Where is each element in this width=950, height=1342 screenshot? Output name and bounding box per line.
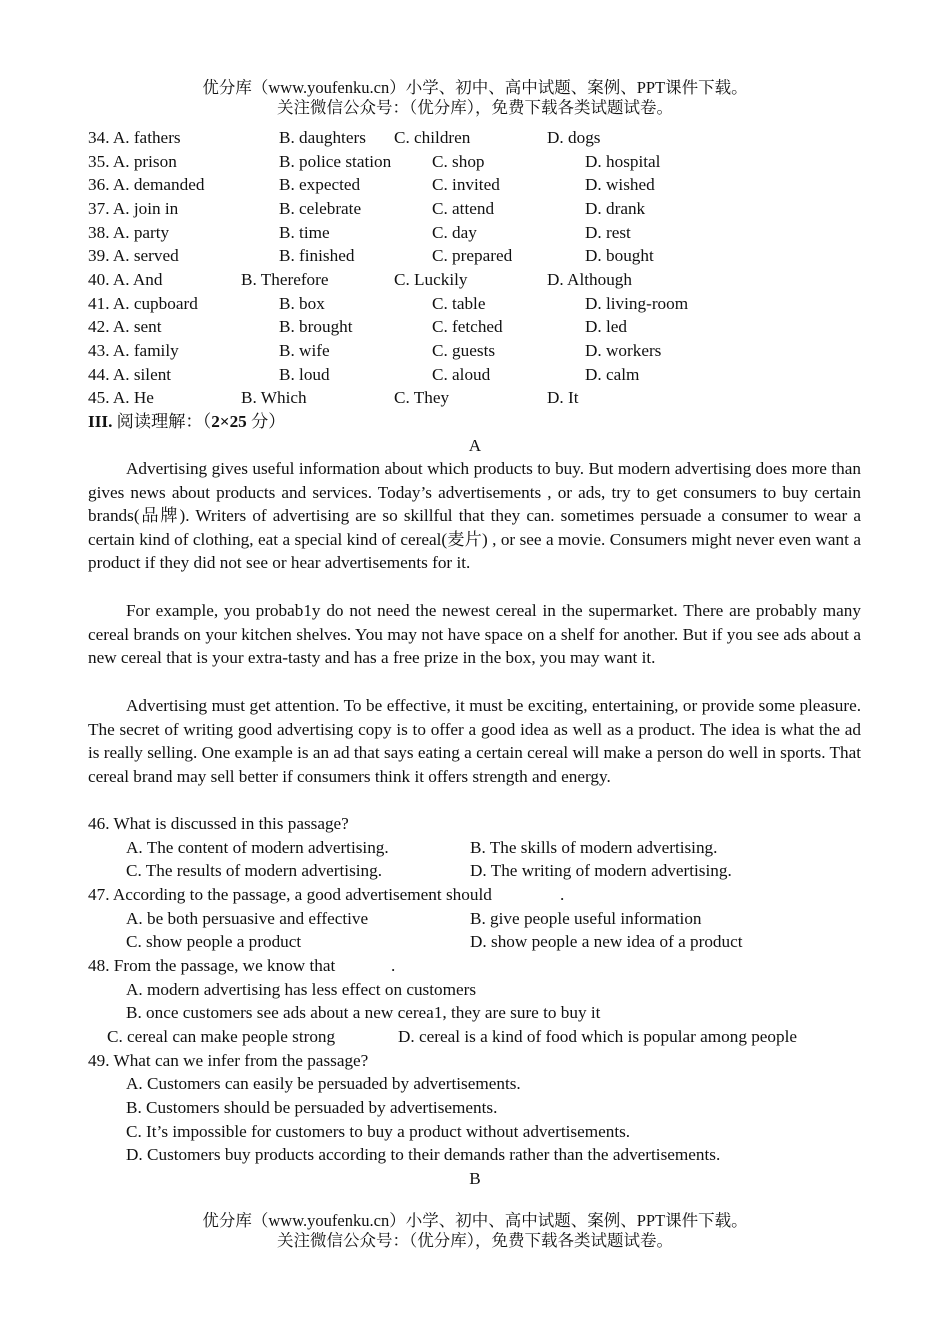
- option-a: 41. A. cupboard: [88, 294, 198, 313]
- question-48-option-c: C. cereal can make people strong: [107, 1027, 336, 1046]
- question-47-option-a: A. be both persuasive and effective: [126, 909, 369, 928]
- question-47-option-b: B. give people useful information: [470, 909, 702, 928]
- question-47-stem: 47. According to the passage, a good advertisement should: [88, 885, 492, 904]
- option-c: C. children: [394, 128, 471, 147]
- option-b: B. expected: [279, 175, 361, 194]
- option-d: D. dogs: [547, 128, 601, 147]
- option-a: 39. A. served: [88, 246, 179, 265]
- section-score: 2×25: [211, 412, 247, 431]
- passage-a-paragraph-1: Advertising gives useful information about which products to buy. But modern advertising does more than gives news about products and services. Today’s advertisements , or ads, try to get consumers to buy certain brands(品牌). Writers of advertising are so skillful that they can. sometimes persuade a consumer to wear a certain kind of clothing, eat a special kind of cereal(麦片) , or see a movie. Consumers might never even want a product if they did not see or hear advertisements for it.: [88, 459, 861, 573]
- option-b: B. Therefore: [241, 270, 329, 289]
- question-47-option-d: D. show people a new idea of a product: [470, 932, 743, 951]
- option-c: C. attend: [432, 199, 495, 218]
- page-header-line-1: 优分库（www.youfenku.cn）小学、初中、高中试题、案例、PPT课件下载。: [202, 78, 748, 97]
- option-b: B. celebrate: [279, 199, 362, 218]
- section-heading: [88, 410, 285, 434]
- option-d: D. living-room: [585, 294, 689, 313]
- option-b: B. daughters: [279, 128, 366, 147]
- question-46-option-a: A. The content of modern advertising.: [126, 838, 389, 857]
- option-c: C. invited: [432, 175, 500, 194]
- passage-a-paragraph-2: For example, you probab1y do not need the newest cereal in the supermarket. There are probably many cereal brands on your kitchen shelves. You may not have space on a shelf for another. But if you see ads about a new cereal that is your extra-tasty and has a free prize in the box, you may want it.: [88, 601, 861, 668]
- option-b: B. Which: [241, 388, 307, 407]
- question-46-option-d: D. The writing of modern advertising.: [470, 861, 732, 880]
- section-unit: 分）: [246, 412, 286, 431]
- question-48-option-a: A. modern advertising has less effect on customers: [126, 980, 477, 999]
- option-c: C. shop: [432, 152, 485, 171]
- question-47-option-c: C. show people a product: [126, 932, 302, 951]
- question-46-stem: 46. What is discussed in this passage?: [88, 814, 349, 833]
- passage-a-paragraph-3: Advertising must get attention. To be effective, it must be exciting, entertaining, or provide some pleasure. The secret of writing good advertising copy is to offer a good idea as well as a product. The idea is what the ad is really selling. One example is an ad that says eating a certain cereal will make a person do well in sports. That cereal brand may sell better if consumers think it offers strength and energy.: [88, 696, 861, 786]
- option-a: 36. A. demanded: [88, 175, 205, 194]
- option-a: 44. A. silent: [88, 365, 172, 384]
- page-footer-line-1: 优分库（www.youfenku.cn）小学、初中、高中试题、案例、PPT课件下载。: [202, 1211, 748, 1230]
- option-b: B. finished: [279, 246, 355, 265]
- option-b: B. time: [279, 223, 330, 242]
- option-d: D. led: [585, 317, 628, 336]
- question-48-option-d: D. cereal is a kind of food which is popular among people: [398, 1027, 798, 1046]
- option-d: D. wished: [585, 175, 655, 194]
- question-49-stem: 49. What can we infer from the passage?: [88, 1051, 369, 1070]
- option-d: D. bought: [585, 246, 654, 265]
- passage-a-label: A: [468, 436, 482, 455]
- option-d: D. workers: [585, 341, 662, 360]
- option-a: 34. A. fathers: [88, 128, 181, 147]
- option-a: 42. A. sent: [88, 317, 162, 336]
- option-c: C. day: [432, 223, 477, 242]
- option-c: C. aloud: [432, 365, 491, 384]
- section-number: III.: [88, 412, 113, 431]
- option-d: D. rest: [585, 223, 631, 242]
- question-47-stem-end: .: [560, 885, 565, 904]
- page-footer-line-2: 关注微信公众号：（优分库），免费下载各类试题试卷。: [277, 1231, 673, 1250]
- question-49-option-a: A. Customers can easily be persuaded by advertisements.: [126, 1074, 521, 1093]
- option-a: 37. A. join in: [88, 199, 179, 218]
- question-49-option-d: D. Customers buy products according to their demands rather than the advertisements.: [126, 1145, 721, 1164]
- page-header-line-2: 关注微信公众号：（优分库），免费下载各类试题试卷。: [277, 98, 673, 117]
- question-49-option-b: B. Customers should be persuaded by advertisements.: [126, 1098, 498, 1117]
- option-c: C. They: [394, 388, 450, 407]
- question-48-stem: 48. From the passage, we know that: [88, 956, 336, 975]
- option-a: 35. A. prison: [88, 152, 177, 171]
- option-c: C. table: [432, 294, 486, 313]
- option-c: C. guests: [432, 341, 496, 360]
- option-b: B. wife: [279, 341, 330, 360]
- option-b: B. loud: [279, 365, 330, 384]
- passage-b-label: B: [469, 1169, 481, 1188]
- option-c: C. prepared: [432, 246, 513, 265]
- question-49-option-c: C. It’s impossible for customers to buy a product without advertisements.: [126, 1122, 631, 1141]
- question-48-stem-end: .: [391, 956, 396, 975]
- option-b: B. police station: [279, 152, 392, 171]
- option-a: 45. A. He: [88, 388, 154, 407]
- option-a: 38. A. party: [88, 223, 170, 242]
- option-c: C. Luckily: [394, 270, 468, 289]
- question-46-option-b: B. The skills of modern advertising.: [470, 838, 718, 857]
- question-46-option-c: C. The results of modern advertising.: [126, 861, 383, 880]
- option-d: D. Although: [547, 270, 632, 289]
- section-title: 阅读理解：（: [112, 412, 212, 431]
- option-b: B. brought: [279, 317, 353, 336]
- option-d: D. calm: [585, 365, 640, 384]
- option-c: C. fetched: [432, 317, 503, 336]
- option-a: 43. A. family: [88, 341, 179, 360]
- option-d: D. drank: [585, 199, 646, 218]
- option-b: B. box: [279, 294, 325, 313]
- question-48-option-b: B. once customers see ads about a new cerea1, they are sure to buy it: [126, 1003, 601, 1022]
- option-a: 40. A. And: [88, 270, 163, 289]
- option-d: D. hospital: [585, 152, 661, 171]
- option-d: D. It: [547, 388, 579, 407]
